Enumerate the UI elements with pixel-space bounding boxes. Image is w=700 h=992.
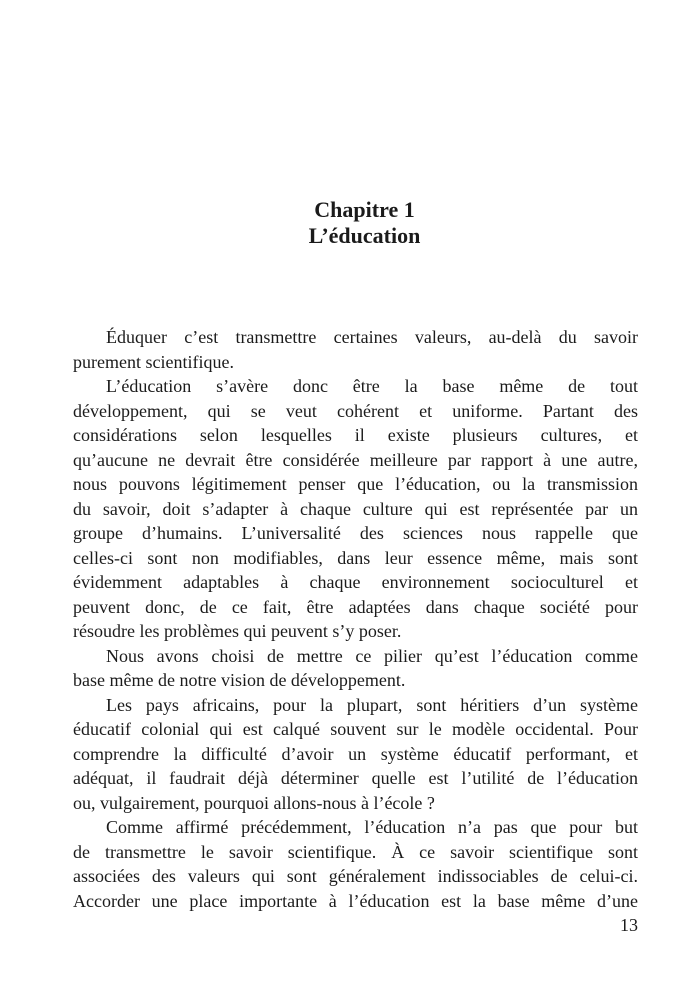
- text-line: Éduquer c’est transmettre certaines valeurs, au-delà du savoir: [106, 327, 638, 347]
- text-line: comprendre la difficulté d’avoir un système éducatif performant, et: [73, 743, 638, 764]
- paragraph: [73, 644, 638, 693]
- paragraph: [73, 325, 638, 374]
- paragraph: [73, 374, 638, 644]
- text-line: évidemment adaptables à chaque environnement socioculturel et: [73, 572, 638, 592]
- chapter-header: [82, 0, 647, 249]
- text-line: Accorder une place importante à l’éducation est la base même d’une: [73, 890, 638, 911]
- text-line: développement, qui se veut cohérent et uniforme. Partant des: [73, 400, 638, 421]
- text-line: Comme affirmé précédemment, l’éducation n’a pas que pour but: [106, 817, 638, 837]
- body-text: [73, 325, 638, 913]
- chapter-number: Chapitre 1: [314, 197, 415, 222]
- text-line: de transmettre le savoir scientifique. À ce savoir scientifique sont: [73, 841, 638, 862]
- text-line: nous pouvons légitimement penser que l’éducation, ou la transmission: [73, 474, 638, 494]
- text-line: considérations selon lesquelles il existe plusieurs cultures, et: [73, 425, 638, 445]
- text-line: qu’aucune ne devrait être considérée meilleure par rapport à une autre,: [73, 449, 638, 470]
- text-line: résoudre les problèmes qui peuvent s’y poser.: [73, 621, 402, 641]
- text-line: éducatif colonial qui est calqué souvent sur le modèle occidental. Pour: [73, 719, 638, 739]
- paragraph: [73, 815, 638, 913]
- text-line: groupe d’humains. L’universalité des sciences nous rappelle que: [73, 523, 638, 543]
- text-line: peuvent donc, de ce fait, être adaptées dans chaque société pour: [73, 596, 638, 617]
- text-line: associées des valeurs qui sont généralement indissociables de celui-ci.: [73, 866, 638, 886]
- text-line: L’éducation s’avère donc être la base même de tout: [106, 376, 638, 396]
- paragraph: [73, 693, 638, 816]
- text-line: purement scientifique.: [73, 351, 234, 372]
- text-line: Nous avons choisi de mettre ce pilier qu’est l’éducation comme: [106, 645, 638, 666]
- text-line: du savoir, doit s’adapter à chaque culture qui est représentée par un: [73, 498, 638, 519]
- text-line: celles-ci sont non modifiables, dans leur essence même, mais sont: [73, 547, 638, 568]
- chapter-title: L’éducation: [308, 223, 421, 248]
- text-line: base même de notre vision de développement.: [73, 670, 406, 690]
- text-line: adéquat, il faudrait déjà déterminer quelle est l’utilité de l’éducation: [73, 768, 638, 788]
- text-line: ou, vulgairement, pourquoi allons-nous à l’école ?: [73, 792, 435, 813]
- text-line: Les pays africains, pour la plupart, sont héritiers d’un système: [106, 694, 638, 715]
- page-number: 13: [620, 915, 638, 935]
